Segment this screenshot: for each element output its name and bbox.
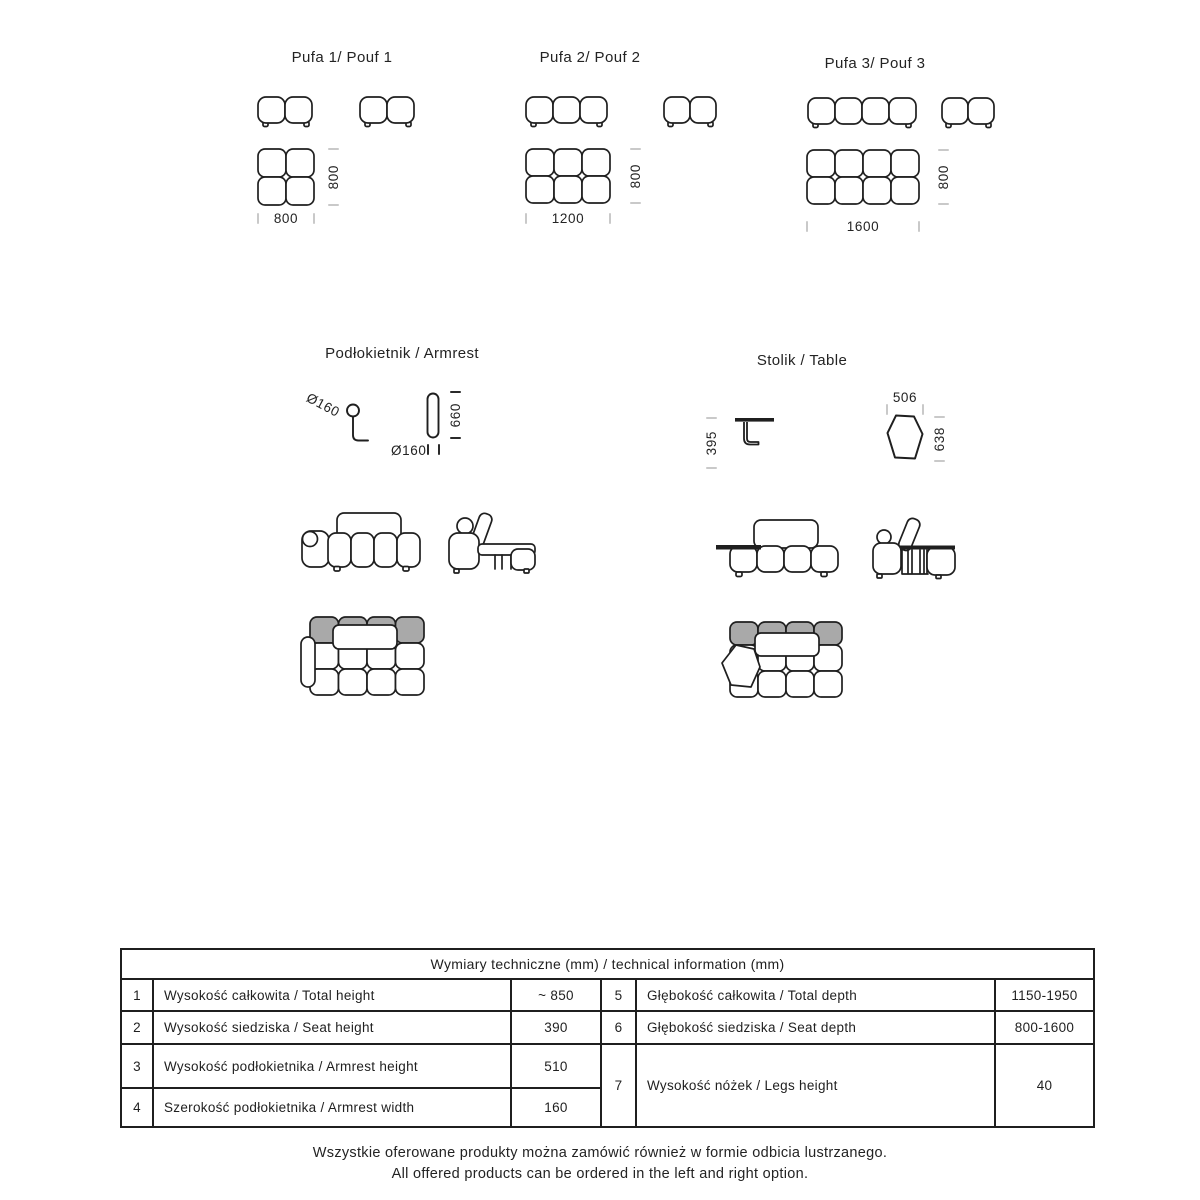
dimension-tick: [630, 148, 641, 150]
dimension-tick: [313, 213, 315, 224]
dimension-tick: [706, 467, 717, 469]
pouf-2-depth-dimension: [628, 148, 642, 204]
dimension-tick: [630, 202, 641, 204]
spec-row-label: Szerokość podłokietnika / Armrest width: [154, 1089, 510, 1126]
sofa-table-front-view: [716, 518, 842, 578]
pouf-3-depth-label: 800: [935, 164, 951, 190]
spec-row-label: Głębokość siedziska / Seat depth: [637, 1012, 994, 1043]
dimension-tick: [934, 416, 945, 418]
sofa-armrest-side-view: [448, 512, 536, 574]
spec-row-value: 160: [512, 1089, 600, 1126]
table-top-view: [885, 413, 925, 462]
dimension-tick: [328, 204, 339, 206]
dimension-tick: [934, 460, 945, 462]
table-side-view: [734, 415, 776, 448]
spec-row-value: ~ 850: [512, 980, 600, 1010]
table-section-title: Stolik / Table: [756, 352, 848, 369]
armrest-top-view: [344, 403, 370, 445]
spec-row-value: 40: [996, 1045, 1093, 1126]
dimension-tick: [450, 391, 461, 393]
pouf-3-top-view: [806, 149, 920, 205]
pouf-2-depth-label: 800: [627, 163, 643, 189]
technical-information-table: [120, 948, 1095, 1128]
spec-row-value: 800-1600: [996, 1012, 1093, 1043]
pouf-3-title: Pufa 3/ Pouf 3: [824, 55, 926, 72]
armrest-top-diameter-label: Ø160: [303, 390, 343, 420]
dimension-tick: [918, 221, 920, 232]
pouf-2-width-label: 1200: [551, 211, 585, 226]
table-height-dimension: [704, 417, 718, 469]
pouf-2-top-view: [525, 148, 611, 204]
dimension-tick: [450, 437, 461, 439]
pouf-2-front-view: [524, 95, 609, 129]
dimension-tick: [938, 149, 949, 151]
pouf-1-width-dimension: [257, 211, 315, 226]
pouf-2-side-view: [662, 95, 720, 129]
dimension-tick: [922, 404, 924, 415]
pouf-2-title: Pufa 2/ Pouf 2: [539, 49, 641, 66]
armrest-side-view: [426, 392, 440, 439]
pouf-1-top-view: [257, 148, 315, 206]
pouf-3-depth-dimension: [936, 149, 950, 205]
dimension-tick: [886, 404, 888, 415]
dimension-tick: [257, 213, 259, 224]
spec-row-number: 4: [122, 1089, 152, 1126]
spec-row-number: 5: [602, 980, 635, 1010]
pouf-3-width-label: 1600: [846, 219, 880, 234]
footer-note-line-en: All offered products can be ordered in the left and right option.: [391, 1166, 809, 1182]
sofa-armrest-top-view: [300, 615, 426, 697]
footer-note: [0, 1143, 1200, 1185]
dimension-tick: [328, 148, 339, 150]
spec-table-title: Wymiary techniczne (mm) / technical information (mm): [122, 950, 1093, 978]
footer-note-line-pl: Wszystkie oferowane produkty można zamówić również w formie odbicia lustrzanego.: [312, 1145, 888, 1161]
spec-row-label: Głębokość całkowita / Total depth: [637, 980, 994, 1010]
spec-row-label: Wysokość nóżek / Legs height: [637, 1045, 994, 1126]
pouf-1-depth-label: 800: [325, 164, 341, 190]
table-width-label: 506: [892, 390, 918, 405]
armrest-width-tick: [438, 444, 440, 455]
sofa-table-side-view: [872, 518, 956, 580]
spec-row-number: 1: [122, 980, 152, 1010]
spec-row-value: 390: [512, 1012, 600, 1043]
spec-row-value: 1150-1950: [996, 980, 1093, 1010]
spec-row-label: Wysokość całkowita / Total height: [154, 980, 510, 1010]
spec-row-number: 6: [602, 1012, 635, 1043]
sofa-armrest-front-view: [300, 510, 430, 572]
spec-row-label: Wysokość siedziska / Seat height: [154, 1012, 510, 1043]
spec-row-number: 2: [122, 1012, 152, 1043]
spec-row-number: 7: [602, 1045, 635, 1126]
pouf-3-side-view: [940, 96, 998, 130]
pouf-2-width-dimension: [525, 211, 611, 226]
pouf-1-front-view: [256, 95, 316, 129]
dimension-tick: [706, 417, 717, 419]
table-height-label: 395: [703, 430, 719, 456]
armrest-height-label: 660: [447, 402, 463, 428]
dimension-tick: [938, 203, 949, 205]
armrest-width-tick: [427, 444, 429, 455]
spec-row-value: 510: [512, 1045, 600, 1087]
armrest-section-title: Podłokietnik / Armrest: [325, 345, 479, 362]
armrest-height-dimension: [448, 391, 462, 439]
spec-row-number: 3: [122, 1045, 152, 1087]
table-depth-dimension: [932, 416, 946, 462]
pouf-3-width-dimension: [806, 219, 920, 234]
spec-row-label: Wysokość podłokietnika / Armrest height: [154, 1045, 510, 1087]
pouf-1-width-label: 800: [273, 211, 299, 226]
dimension-tick: [609, 213, 611, 224]
armrest-side-diameter-label: Ø160: [391, 443, 427, 458]
pouf-3-front-view: [806, 96, 918, 130]
pouf-1-side-view: [358, 95, 418, 129]
pouf-1-depth-dimension: [326, 148, 340, 206]
table-depth-label: 638: [931, 426, 947, 452]
dimension-tick: [525, 213, 527, 224]
sofa-table-top-view: [714, 618, 846, 698]
pouf-1-title: Pufa 1/ Pouf 1: [291, 49, 393, 66]
dimension-tick: [806, 221, 808, 232]
